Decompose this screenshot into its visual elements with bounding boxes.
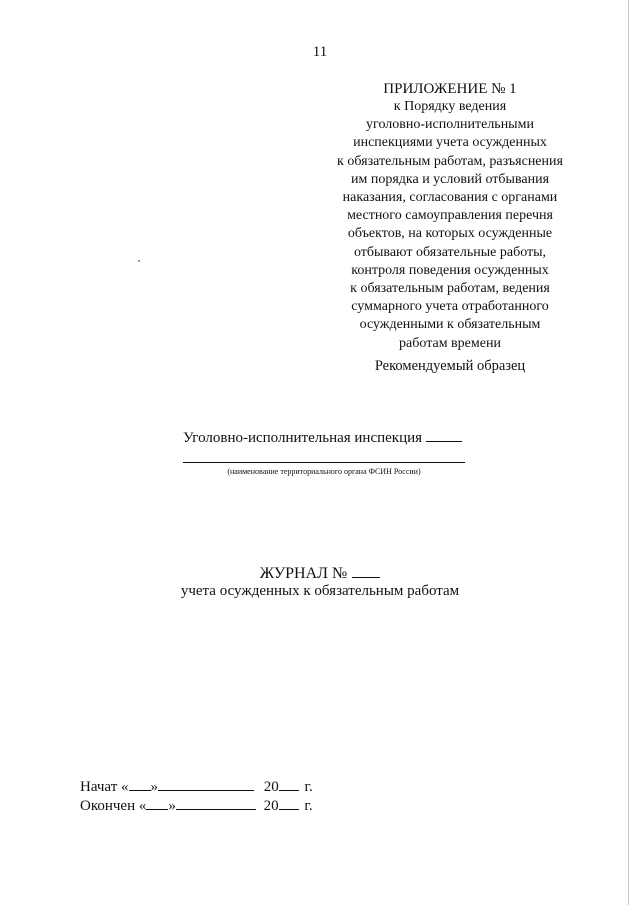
- started-label: Начат «: [80, 779, 129, 795]
- year-prefix: 20: [263, 779, 279, 795]
- org-name-underline: [183, 462, 465, 463]
- annex-line: местного самоуправления перечня: [347, 208, 553, 224]
- quote-close: »: [150, 779, 159, 795]
- annex-line: к обязательным работам, ведения: [350, 281, 550, 297]
- started-month-blank: [158, 777, 254, 791]
- annex-line: к Порядку ведения: [393, 99, 507, 114]
- annex-line: наказания, согласования с органами: [342, 190, 558, 206]
- quote-close: »: [168, 798, 176, 814]
- annex-line: к обязательным работам, разъяснения: [337, 153, 563, 169]
- annex-title: ПРИЛОЖЕНИЕ № 1: [383, 81, 517, 97]
- journal-subtitle: учета осужденных к обязательным работам: [180, 583, 460, 599]
- inspection-number-blank: [426, 427, 462, 442]
- annex-line: контроля поведения осужденных: [351, 262, 549, 278]
- annex-line: им порядка и условий отбывания: [350, 171, 550, 187]
- ended-date-row: [80, 796, 313, 815]
- started-date-row: [80, 777, 313, 796]
- ended-day-blank: [146, 796, 168, 810]
- annex-line: уголовно-исполнительными: [366, 117, 534, 133]
- year-suffix: г.: [304, 798, 313, 814]
- journal-title: [0, 563, 640, 583]
- page-number: 11: [312, 44, 328, 60]
- ended-label: Окончен «: [80, 798, 147, 814]
- journal-number-blank: [352, 563, 380, 578]
- year-suffix: г.: [304, 779, 313, 795]
- journal-title-text: ЖУРНАЛ №: [259, 565, 348, 582]
- annex-line: объектов, на которых осужденные: [347, 226, 553, 242]
- org-name-caption: (наименование территориального органа ФСИН России): [227, 467, 421, 476]
- year-prefix: 20: [263, 798, 279, 814]
- annex-line: инспекциями учета осужденных: [353, 135, 547, 151]
- started-year-blank: [279, 777, 299, 791]
- inspection-label: Уголовно-исполнительная инспекция: [183, 430, 423, 446]
- inspection-line: [183, 427, 462, 447]
- annex-line: осужденными к обязательным: [359, 317, 541, 333]
- scan-speck: [138, 260, 140, 262]
- started-day-blank: [129, 777, 151, 791]
- sample-label: Рекомендуемый образец: [374, 358, 526, 374]
- ended-month-blank: [176, 796, 256, 810]
- ended-year-blank: [279, 796, 299, 810]
- annex-line: отбывают обязательные работы,: [353, 244, 547, 260]
- annex-line: работам времени: [399, 335, 501, 351]
- annex-line: суммарного учета отработанного: [351, 299, 549, 315]
- annex-description: [300, 98, 600, 353]
- page-edge: [628, 0, 629, 905]
